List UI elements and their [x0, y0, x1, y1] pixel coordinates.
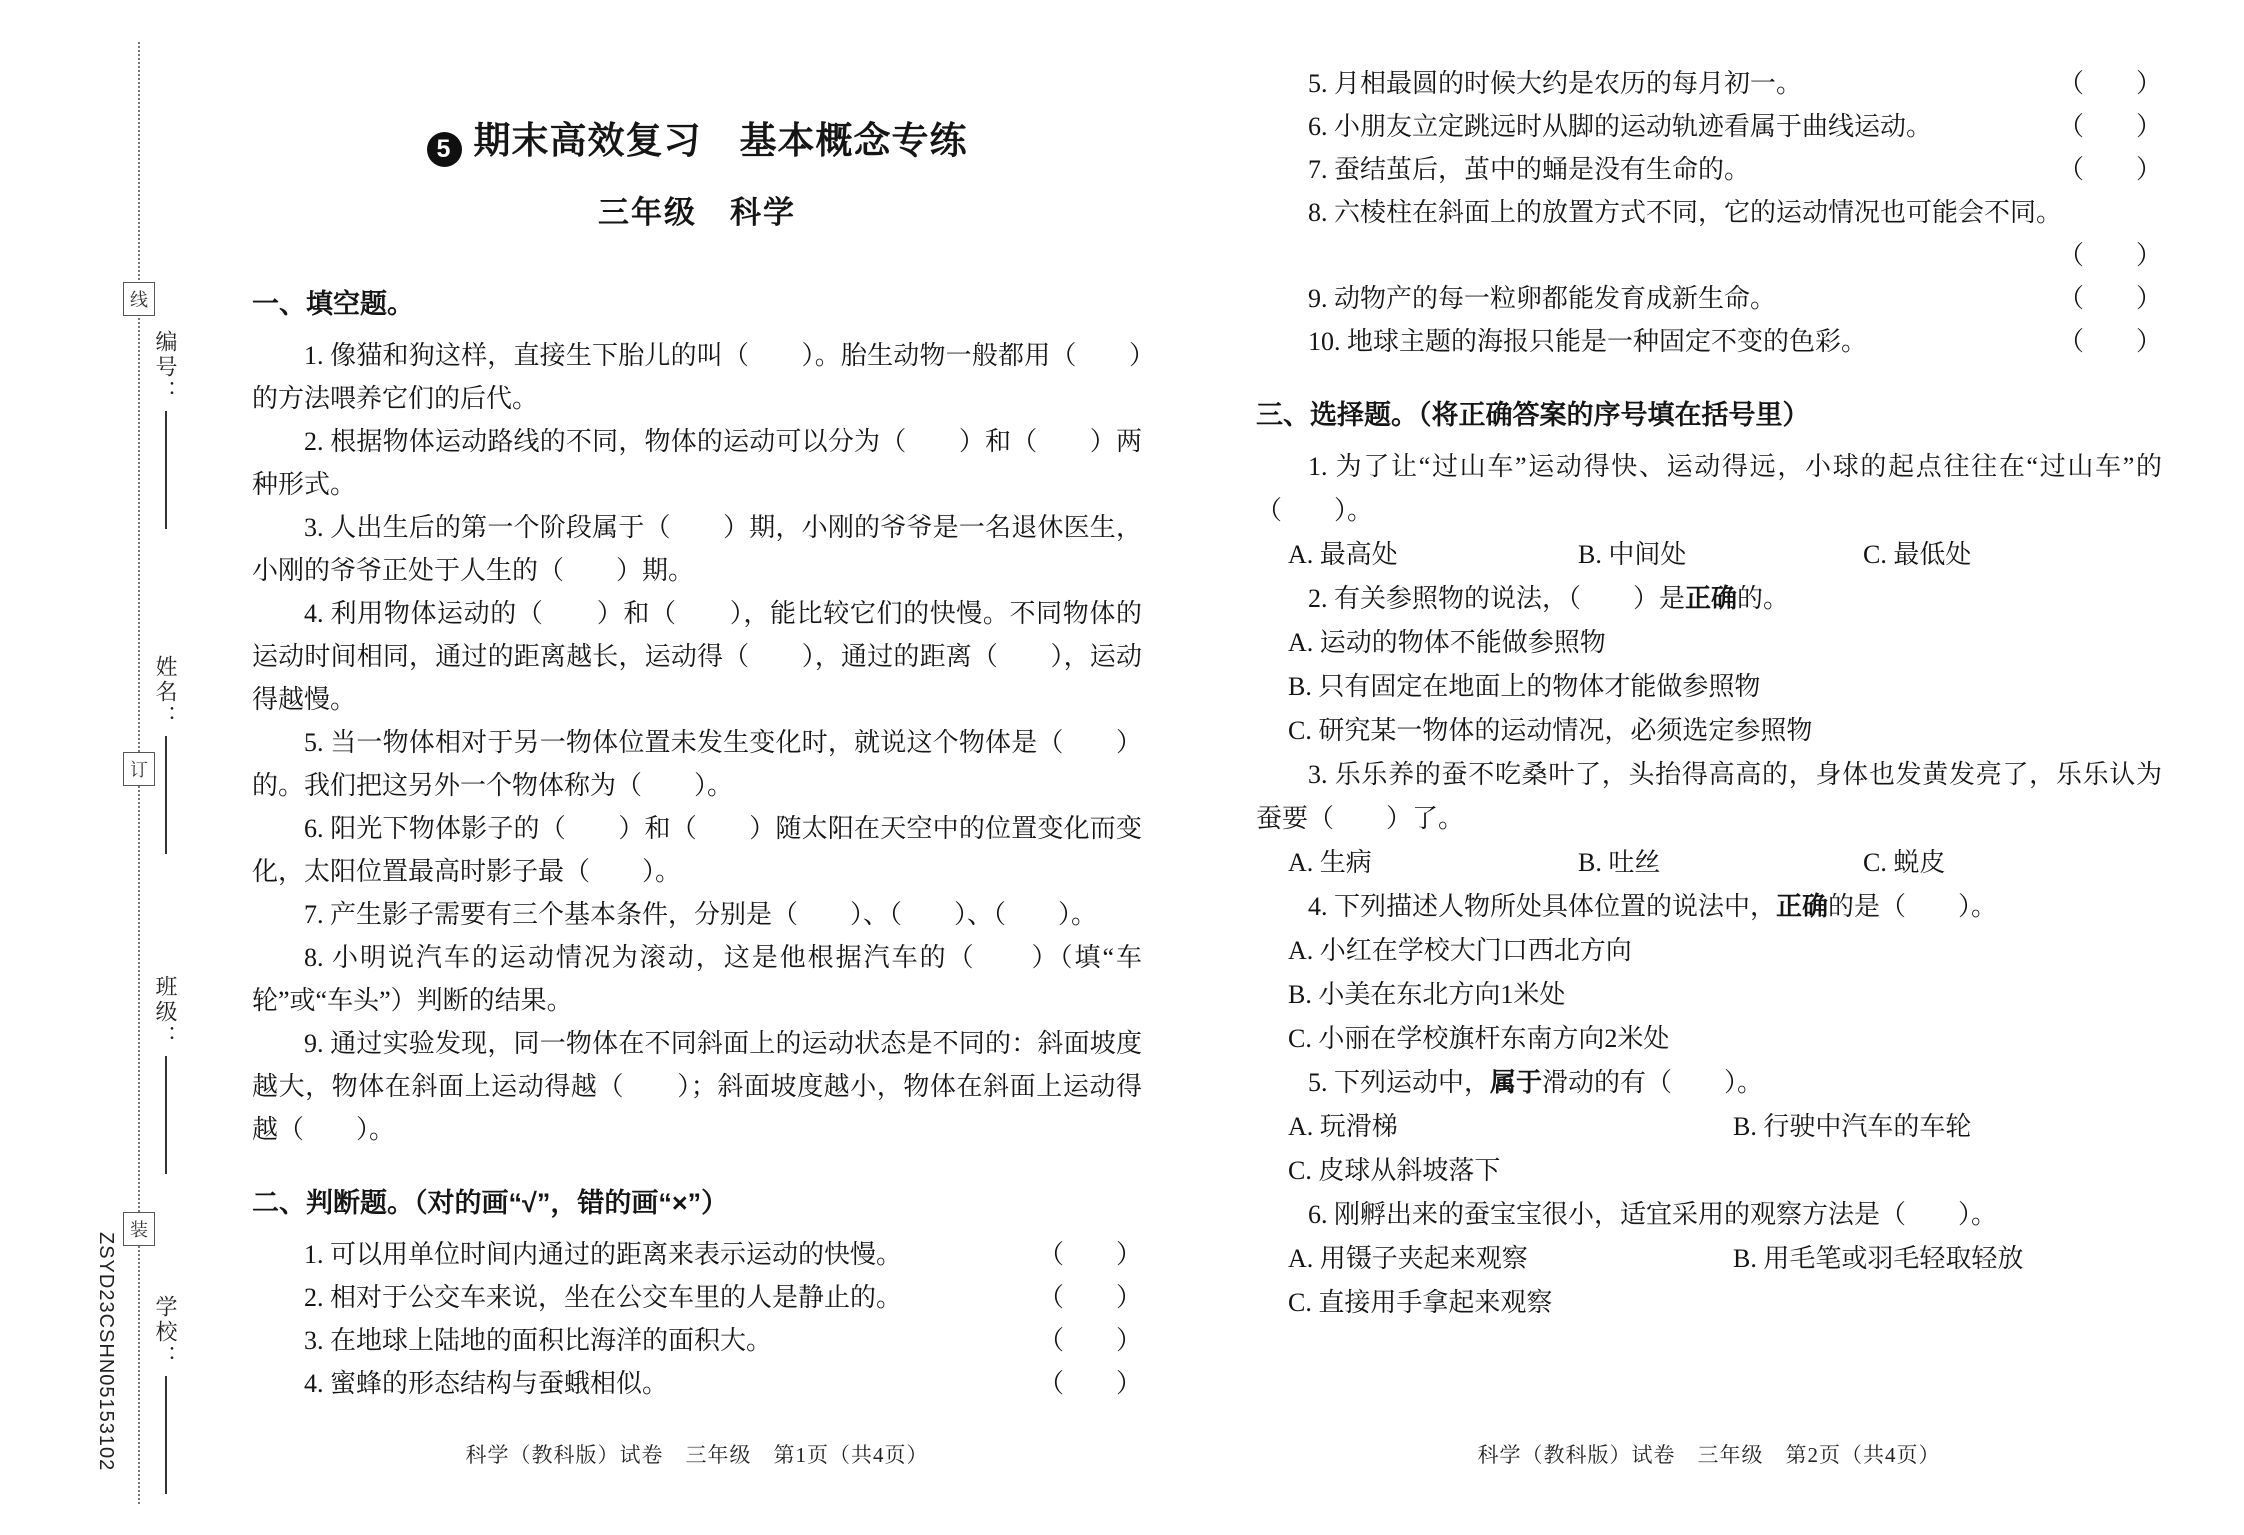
- judge-question-4: [252, 1362, 1142, 1405]
- answer-parentheses: （ ）: [1037, 1240, 1142, 1269]
- margin-field-number-label: 编号：: [153, 330, 178, 405]
- answer-parentheses: （ ）: [2057, 155, 2162, 184]
- option-row: [1256, 533, 2162, 577]
- judge-question-text: 3. 在地球上陆地的面积比海洋的面积大。: [304, 1326, 773, 1355]
- fill-question-2: 2. 根据物体运动路线的不同，物体的运动可以分为（ ）和（ ）两种形式。: [252, 427, 1142, 499]
- option: C. 蜕皮: [1863, 848, 1946, 877]
- option: B. 吐丝: [1578, 848, 1661, 877]
- judge-question-5: [1256, 62, 2162, 105]
- option-row: [1256, 665, 2162, 709]
- judge-question-text: 8. 六棱柱在斜面上的放置方式不同，它的运动情况也可能会不同。: [1308, 198, 2063, 227]
- option: C. 皮球从斜坡落下: [1288, 1156, 1501, 1185]
- judge-question-9: [1256, 277, 2162, 320]
- page-subtitle: 三年级 科学: [598, 195, 796, 230]
- option-row: [1256, 709, 2162, 753]
- fill-question-8: 8. 小明说汽车的运动情况为滚动，这是他根据汽车的（ ）（填“车轮”或“车头”）判断的结果。: [252, 943, 1142, 1015]
- option: A. 小红在学校大门口西北方向: [1288, 936, 1632, 965]
- option-row: [1256, 1281, 2162, 1325]
- option-row: [1256, 1149, 2162, 1193]
- margin-field-school-label: 学校：: [153, 1295, 178, 1370]
- option-row: [1256, 1105, 2162, 1149]
- choice-question-3-stem: 3. 乐乐养的蚕不吃桑叶了，头抬得高高的，身体也发黄发亮了，乐乐认为蚕要（ ）了。: [1256, 760, 2162, 833]
- option-row: [1256, 929, 2162, 973]
- option: A. 用镊子夹起来观察: [1288, 1244, 1528, 1273]
- option-row: [1256, 1017, 2162, 1061]
- option-row: [1256, 621, 2162, 665]
- choice-question-2-stem: 2. 有关参照物的说法，（ ）是正确的。: [1308, 584, 1790, 613]
- judge-question-text: 1. 可以用单位时间内通过的距离来表示运动的快慢。: [304, 1240, 903, 1269]
- judge-question-7: [1256, 148, 2162, 191]
- judge-questions-page2: [1256, 62, 2162, 363]
- option-row: [1256, 1237, 2162, 1281]
- answer-parentheses: （ ）: [1037, 1326, 1142, 1355]
- option: B. 用毛笔或羽毛轻取轻放: [1733, 1244, 2024, 1273]
- choice-question-2: [1256, 577, 2162, 753]
- judge-question-text: 6. 小朋友立定跳远时从脚的运动轨迹看属于曲线运动。: [1308, 112, 1933, 141]
- page-2-footer: 科学（教科版）试卷 三年级 第2页（共4页）: [1477, 1443, 1941, 1467]
- judge-question-6: [1256, 105, 2162, 148]
- choice-question-6-stem: 6. 刚孵出来的蚕宝宝很小，适宜采用的观察方法是（ ）。: [1308, 1200, 1998, 1229]
- choice-question-5: [1256, 1061, 2162, 1193]
- fill-question-9: 9. 通过实验发现，同一物体在不同斜面上的运动状态是不同的：斜面坡度越大，物体在斜面上运动得越（ ）；斜面坡度越小，物体在斜面上运动得越（ ）。: [252, 1029, 1142, 1144]
- fill-question-7: 7. 产生影子需要有三个基本条件，分别是（ ）、（ ）、（ ）。: [304, 900, 1098, 929]
- choice-question-6: [1256, 1193, 2162, 1325]
- answer-parentheses: （ ）: [2057, 112, 2162, 141]
- page-1-footer: 科学（教科版）试卷 三年级 第1页（共4页）: [465, 1443, 929, 1467]
- fill-question-1: 1. 像猫和狗这样，直接生下胎儿的叫（ ）。胎生动物一般都用（ ）的方法喂养它们的后代。: [252, 341, 1142, 413]
- option: A. 最高处: [1288, 540, 1398, 569]
- choice-question-4: [1256, 885, 2162, 1061]
- option: C. 研究某一物体的运动情况，必须选定参照物: [1288, 716, 1813, 745]
- binding-mark-staple: 订: [123, 752, 155, 786]
- answer-parentheses: （ ）: [1037, 1369, 1142, 1398]
- choice-questions: [1256, 445, 2162, 1325]
- answer-parentheses: （ ）: [2057, 327, 2162, 356]
- judge-question-1: [252, 1233, 1142, 1276]
- margin-field-number-blank-line: [165, 411, 167, 529]
- margin-field-name: [150, 655, 181, 854]
- choice-question-3: [1256, 753, 2162, 885]
- section-fill-header: 一、填空题。: [252, 289, 414, 319]
- option: B. 小美在东北方向1米处: [1288, 980, 1566, 1009]
- judge-question-10: [1256, 320, 2162, 363]
- fill-question-4: 4. 利用物体运动的（ ）和（ ），能比较它们的快慢。不同物体的运动时间相同，通过的距离越长，运动得（ ），通过的距离（ ），运动得越慢。: [252, 599, 1142, 714]
- choice-question-1: [1256, 445, 2162, 577]
- margin-field-name-label: 姓名：: [153, 655, 178, 730]
- option: C. 最低处: [1863, 540, 1972, 569]
- margin-field-school-blank-line: [165, 1376, 167, 1494]
- margin-field-number: [150, 330, 181, 529]
- option: C. 小丽在学校旗杆东南方向2米处: [1288, 1024, 1670, 1053]
- binding-mark-line: 线: [123, 282, 155, 316]
- page-1: [252, 0, 1142, 1535]
- choice-question-1-stem: 1. 为了让“过山车”运动得快、运动得远，小球的起点往往在“过山车”的（ ）。: [1256, 452, 2162, 525]
- paper-code: ZSYD23CSHN05153102: [95, 1232, 117, 1472]
- fill-question-3: 3. 人出生后的第一个阶段属于（ ）期，小刚的爷爷是一名退休医生，小刚的爷爷正处于人生的（ ）期。: [252, 513, 1142, 585]
- judge-question-text: 7. 蚕结茧后，茧中的蛹是没有生命的。: [1308, 155, 1751, 184]
- margin-field-name-blank-line: [165, 736, 167, 854]
- answer-parentheses: （ ）: [2057, 69, 2162, 98]
- choice-question-5-stem: 5. 下列运动中，属于滑动的有（ ）。: [1308, 1068, 1764, 1097]
- page-2: [1256, 0, 2162, 1535]
- option-row: [1256, 973, 2162, 1017]
- section-choice-header: 三、选择题。（将正确答案的序号填在括号里）: [1256, 400, 1810, 430]
- option: B. 行驶中汽车的车轮: [1733, 1112, 1972, 1141]
- binding-mark-bind: 装: [123, 1212, 155, 1246]
- fill-question-6: 6. 阳光下物体影子的（ ）和（ ）随太阳在天空中的位置变化而变化，太阳位置最高时影子最（ ）。: [252, 814, 1142, 886]
- margin-field-class: [150, 975, 181, 1174]
- answer-parentheses: （ ）: [1037, 1283, 1142, 1312]
- judge-question-2: [252, 1276, 1142, 1319]
- option-row: [1256, 841, 2162, 885]
- judge-question-text: 5. 月相最圆的时候大约是农历的每月初一。: [1308, 69, 1803, 98]
- title-number-badge: 5: [427, 132, 462, 167]
- judge-question-8: [1256, 191, 2162, 277]
- choice-question-4-stem: 4. 下列描述人物所处具体位置的说法中，正确的是（ ）。: [1308, 892, 1998, 921]
- option: B. 中间处: [1578, 540, 1687, 569]
- fill-questions: [252, 334, 1142, 1151]
- answer-parentheses: （ ）: [2057, 284, 2162, 313]
- judge-question-3: [252, 1319, 1142, 1362]
- margin-field-class-label: 班级：: [153, 975, 178, 1050]
- judge-question-text: 2. 相对于公交车来说，坐在公交车里的人是静止的。: [304, 1283, 903, 1312]
- judge-questions-page1: [252, 1233, 1142, 1405]
- option: A. 玩滑梯: [1288, 1112, 1398, 1141]
- option: C. 直接用手拿起来观察: [1288, 1288, 1553, 1317]
- option: A. 运动的物体不能做参照物: [1288, 628, 1606, 657]
- option: B. 只有固定在地面上的物体才能做参照物: [1288, 672, 1761, 701]
- answer-parentheses: （ ）: [2057, 241, 2162, 270]
- margin-field-school: [150, 1295, 181, 1494]
- option: A. 生病: [1288, 848, 1372, 877]
- judge-question-text: 10. 地球主题的海报只能是一种固定不变的色彩。: [1308, 327, 1868, 356]
- section-judge-header: 二、判断题。（对的画“√”，错的画“×”）: [252, 1188, 729, 1218]
- fill-question-5: 5. 当一物体相对于另一物体位置未发生变化时，就说这个物体是（ ）的。我们把这另外一个物体称为（ ）。: [252, 728, 1142, 800]
- title-text: 期末高效复习 基本概念专练: [473, 120, 968, 161]
- page-title: [252, 110, 1142, 167]
- judge-question-text: 9. 动物产的每一粒卵都能发育成新生命。: [1308, 284, 1777, 313]
- judge-question-text: 4. 蜜蜂的形态结构与蚕蛾相似。: [304, 1369, 669, 1398]
- margin-field-class-blank-line: [165, 1056, 167, 1174]
